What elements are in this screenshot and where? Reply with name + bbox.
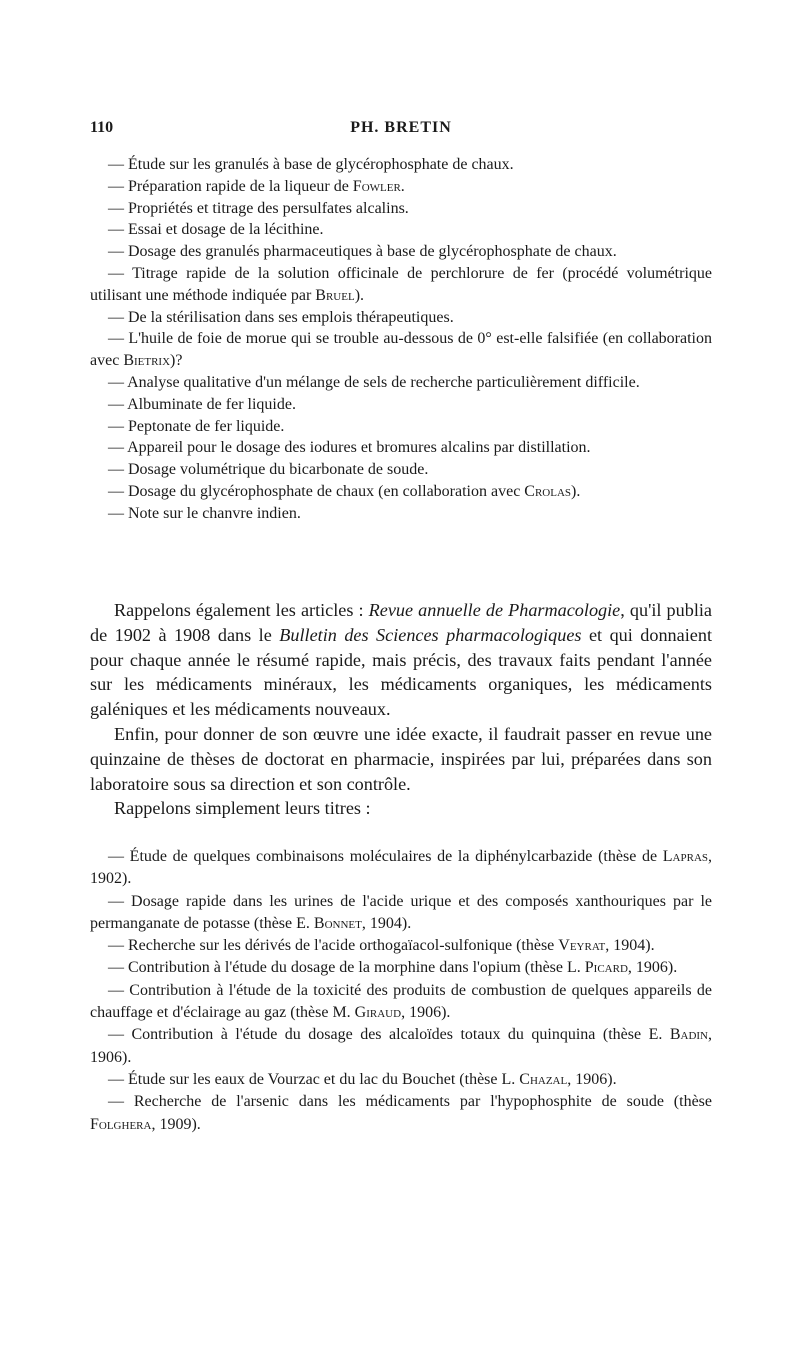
- list-item: — L'huile de foie de morue qui se trouble au-dessous de 0° est-elle falsifiée (en collaboration avec Bietrix)?: [90, 330, 712, 370]
- list-item: — Appareil pour le dosage des iodures et bromures alcalins par distillation.: [108, 439, 591, 457]
- paragraph: Rappelons simplement leurs titres :: [114, 798, 371, 819]
- page-header: [90, 119, 712, 141]
- paragraph: Rappelons également les articles : Revue annuelle de Pharmacologie, qu'il publia de 1902 à 1908 dans le Bulletin des Sciences pharmacologiques et qui donnaient pour chaque année le résumé rapide, mais précis, des travaux faits pendant l'année sur les médicaments minéraux, les médicaments organiques, les médicaments galéniques et les médicaments nouveaux.: [90, 600, 712, 720]
- page-number: 110: [90, 119, 114, 136]
- list-item: — Dosage volumétrique du bicarbonate de soude.: [108, 461, 429, 479]
- body-text: [90, 598, 712, 821]
- list-item: — Étude de quelques combinaisons moléculaires de la diphénylcarbazide (thèse de Lapras, 1902).: [90, 848, 712, 888]
- paragraph: Enfin, pour donner de son œuvre une idée exacte, il faudrait passer en revue une quinzaine de thèses de doctorat en pharmacie, inspirées par lui, préparées dans son laboratoire sous sa direction et son contrôle.: [90, 723, 712, 794]
- list-item: — Albuminate de fer liquide.: [108, 395, 296, 413]
- list-item: — Essai et dosage de la lécithine.: [108, 221, 324, 239]
- publications-list: [90, 154, 712, 525]
- list-item: — Analyse qualitative d'un mélange de sels de recherche particulièrement difficile.: [108, 373, 640, 391]
- list-item: — Dosage des granulés pharmaceutiques à base de glycérophosphate de chaux.: [108, 243, 617, 261]
- running-head: PH. BRETIN: [350, 119, 452, 136]
- list-item: — Dosage du glycérophosphate de chaux (en collaboration avec Crolas).: [108, 482, 581, 500]
- journal-title: Bulletin des Sciences pharmacologiques: [279, 624, 582, 645]
- list-item: — Contribution à l'étude de la toxicité des produits de combustion de quelques appareils de chauffage et d'éclairage au gaz (thèse M. Giraud, 1906).: [90, 981, 712, 1022]
- list-item: — Étude sur les granulés à base de glycérophosphate de chaux.: [108, 156, 514, 173]
- journal-title: Revue annuelle de Pharmacologie: [368, 600, 621, 620]
- list-item: — Recherche de l'arsenic dans les médicaments par l'hypophosphite de soude (thèse Folghera, 1909).: [90, 1093, 712, 1133]
- list-item: — Préparation rapide de la liqueur de Fowler.: [108, 177, 405, 195]
- list-item: — Recherche sur les dérivés de l'acide orthogaïacol-sulfonique (thèse Veyrat, 1904).: [108, 937, 655, 955]
- theses-list: [90, 846, 712, 1136]
- list-item: — Propriétés et titrage des persulfates alcalins.: [108, 199, 409, 217]
- list-item: — Peptonate de fer liquide.: [108, 417, 285, 435]
- list-item: — Titrage rapide de la solution officinale de perchlorure de fer (procédé volumétrique utilisant une méthode indiquée par Bruel).: [90, 264, 712, 304]
- list-item: — Contribution à l'étude du dosage de la morphine dans l'opium (thèse L. Picard, 1906).: [108, 959, 678, 977]
- list-item: — Contribution à l'étude du dosage des alcaloïdes totaux du quinquina (thèse E. Badin, 1906).: [90, 1026, 712, 1066]
- list-item: — De la stérilisation dans ses emplois thérapeutiques.: [108, 308, 454, 326]
- list-item: — Note sur le chanvre indien.: [108, 504, 301, 522]
- list-item: — Dosage rapide dans les urines de l'acide urique et des composés xanthouriques par le permanganate de potasse (thèse E. Bonnet, 1904).: [90, 892, 712, 932]
- list-item: — Étude sur les eaux de Vourzac et du lac du Bouchet (thèse L. Chazal, 1906).: [108, 1070, 617, 1088]
